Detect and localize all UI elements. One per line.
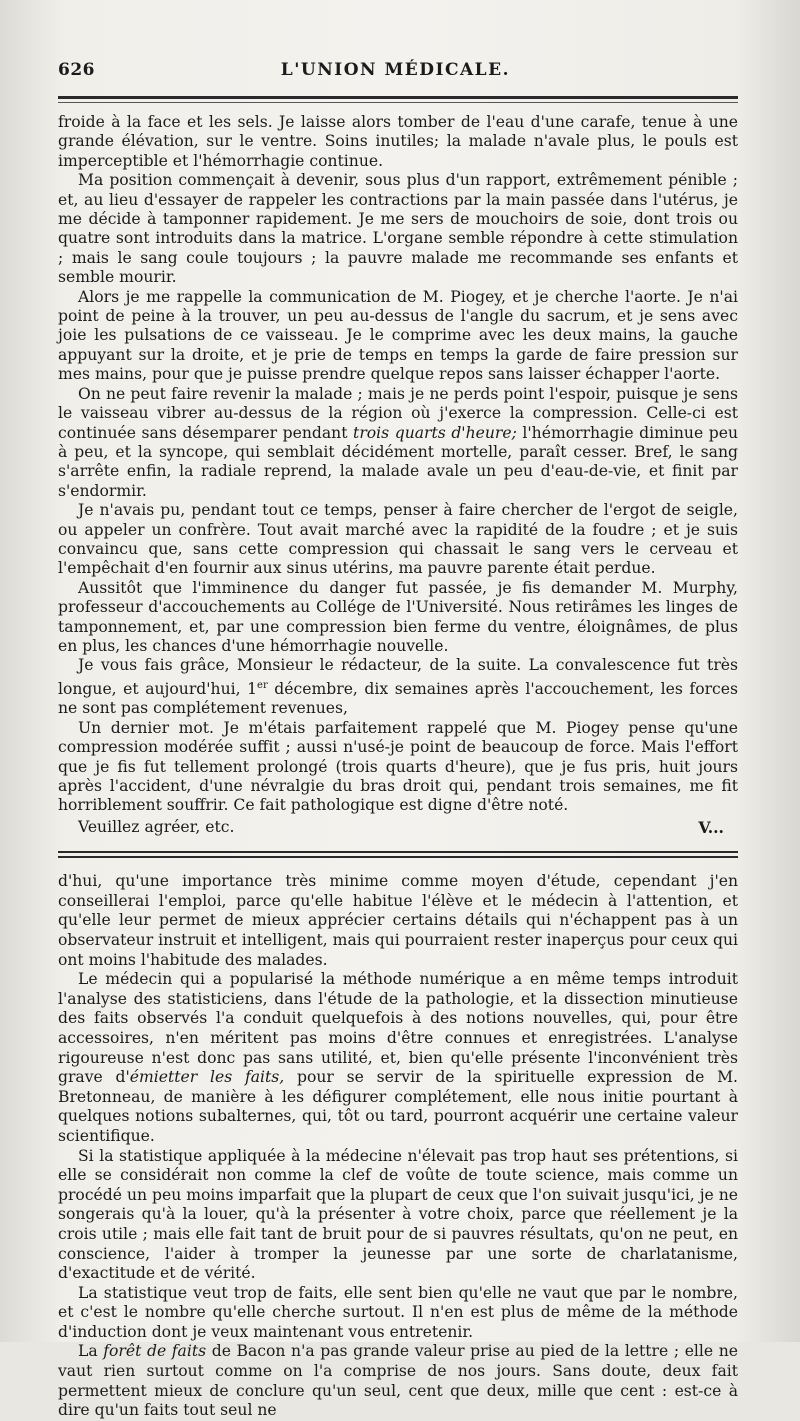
letter-section — [58, 113, 738, 816]
text-run: de Bacon n'a pas grande valeur prise au pied de la lettre ; elle ne vaut rien surtout comme on l'a comprise de nos jours. Sans doute, deux fait permettent mieux de conclure qu'un seul, cent que deux, mille que cent : est-ce à dire qu'un faits tout seul ne — [58, 1342, 738, 1420]
letter-paragraph: froide à la face et les sels. Je laisse alors tomber de l'eau d'une carafe, tenue à une grande élévation, sur le ventre. Soins inutiles; la malade n'avale plus, le pouls est imperceptible et l'hémorrhagie continue. — [58, 113, 738, 170]
page-number: 626 — [58, 60, 95, 80]
article-paragraph: Si la statistique appliquée à la médecine n'élevait pas trop haut ses prétentions, si elle se considérait non comme la clef de voûte de toute science, mais comme un procédé un peu moins imparfait que la plupart de ceux que l'on suivait jusqu'ici, je ne songerais qu'à la louer, qu'à la présenter à votre choix, parce que réellement je la crois utile ; mais elle fait tant de bruit pour de si pauvres résultats, qu'on ne peut, en conscience, l'aider à tromper la jeunesse par une sorte de charlatanisme, d'exactitude et de vérité. — [58, 1146, 738, 1283]
text-run: l'hémorrhagie diminue peu à peu, et la syncope, qui semblait décidément mortelle, paraît cesser. Bref, le sang s'arrête enfin, la radiale reprend, la malade avale un peu d'eau-de-vie, et finit par s'endormir. — [58, 423, 739, 500]
letter-paragraph: Aussitôt que l'imminence du danger fut passée, je fis demander M. Murphy, professeur d'accouchements au Collége de l'Université. Nous retirâmes les linges de tamponnement, et, par une compression bien ferme du ventre, éloignâmes, de plus en plus, les chances d'une hémorrhagie nouvelle. — [58, 578, 738, 655]
italic-run: trois quarts d'heure; — [353, 423, 517, 442]
letter-paragraph: Je n'avais pu, pendant tout ce temps, penser à faire chercher de l'ergot de seigle, ou appeler un confrère. Tout avait marché avec la rapidité de la foudre ; et je suis convaincu que, sans cette compression qui chassait le sang vers le cerveau et l'empêchait d'en fournir aux sinus utérins, ma pauvre parente était perdue. — [58, 501, 738, 578]
text-run: pour se servir de la spirituelle expression de M. Bretonneau, de manière à les défigurer complétement, elle nous initie pourtant à quelques notions subalternes, qui, tôt ou tard, pourront acquérir une certaine valeur scientifique. — [58, 1068, 739, 1145]
letter-paragraph: Ma position commençait à devenir, sous plus d'un rapport, extrêmement pénible ; et, au lieu d'essayer de rappeler les contractions par la main passée dans l'utérus, je me décide à tamponner rapidement. Je me sers de mouchoirs de soie, dont trois ou quatre sont introduits dans la matrice. L'organe semble répondre à cette stimulation ; mais le sang coule toujours ; la pauvre malade me recommande ses enfants et semble mourir. — [58, 171, 738, 287]
article-paragraph — [58, 970, 738, 1146]
section-divider — [58, 851, 738, 858]
text-run: Je vous fais grâce, Monsieur le rédacteur, de la suite. La convalescence fut très longue, et aujourd'hui, 1 — [58, 656, 738, 698]
text-run: On ne peut faire revenir la malade ; mais je ne perds point l'espoir, puisque je sens le vaisseau vibrer au-dessus de la région où j'exerce la compression. Celle-ci est continuée sans désemparer pendant — [58, 384, 738, 442]
journal-title: L'UNION MÉDICALE. — [280, 60, 510, 80]
letter-paragraph — [58, 385, 738, 501]
text-run: La — [78, 1342, 104, 1361]
salutation: Veuillez agréer, etc. — [78, 817, 235, 836]
divider-line — [58, 856, 738, 858]
letter-closing — [58, 818, 738, 837]
italic-run: forêt de faits — [103, 1342, 207, 1361]
letter-paragraph: Un dernier mot. Je m'étais parfaitement rappelé que M. Piogey pense qu'une compression modérée suffit ; aussi n'usé-je point de beaucoup de force. Mais l'effort que je fis fut tellement prolongé (trois quarts d'heure), que je fus pris, huit jours après l'accident, d'une névralgie du bras droit qui, pendant trois semaines, me fit horriblement souffrir. Ce fait pathologique est digne d'être noté. — [58, 718, 738, 815]
superscript: er — [257, 679, 268, 691]
letter-paragraph — [58, 656, 738, 718]
text-run: décembre, dix semaines après l'accouchement, les forces ne sont pas complétement revenues, — [58, 679, 738, 718]
signature: V... — [698, 817, 724, 837]
text-run: Le médecin qui a popularisé la méthode numérique a en même temps introduit l'analyse des statisticiens, dans l'étude de la pathologie, et la dissection minutieuse des faits observés l'a conduit quelquefois à des notions nouvelles, qui, pour être accessoires, n'en méritent pas moins d'être connues et enregistrées. L'analyse rigoureuse n'est donc pas sans utilité, et, bien qu'elle présente l'inconvénient très grave d' — [58, 970, 738, 1087]
article-paragraph: La statistique veut trop de faits, elle sent bien qu'elle ne vaut que par le nombre, et c'est le nombre qu'elle cherche surtout. Il n'en est plus de même de la méthode d'induction dont je veux maintenant vous entretenir. — [58, 1283, 738, 1341]
header-rule — [58, 102, 738, 103]
italic-run: émietter les faits, — [129, 1068, 285, 1087]
article-paragraph — [58, 1342, 738, 1420]
article-paragraph: d'hui, qu'une importance très minime comme moyen d'étude, cependant j'en conseillerai l'emploi, parce qu'elle habitue l'élève et le médecin à l'attention, et qu'elle leur permet de mieux apprécier certains détails qui n'échappent pas à un observateur instruit et intelligent, mais qui pourraient rester inaperçus pour ceux qui ont moins l'habitude des malades. — [58, 872, 738, 969]
running-header — [58, 60, 738, 99]
divider-line — [58, 851, 738, 853]
article-section — [58, 872, 738, 1421]
letter-paragraph: Alors je me rappelle la communication de M. Piogey, et je cherche l'aorte. Je n'ai point de peine à la trouver, un peu au-dessus de l'angle du sacrum, et je sens avec joie les pulsations de ce vaisseau. Je le comprime avec les deux mains, la gauche appuyant sur la droite, et je prie de temps en temps la garde de faire pression sur mes mains, pour que je puisse prendre quelque repos sans laisser échapper l'aorte. — [58, 287, 738, 384]
